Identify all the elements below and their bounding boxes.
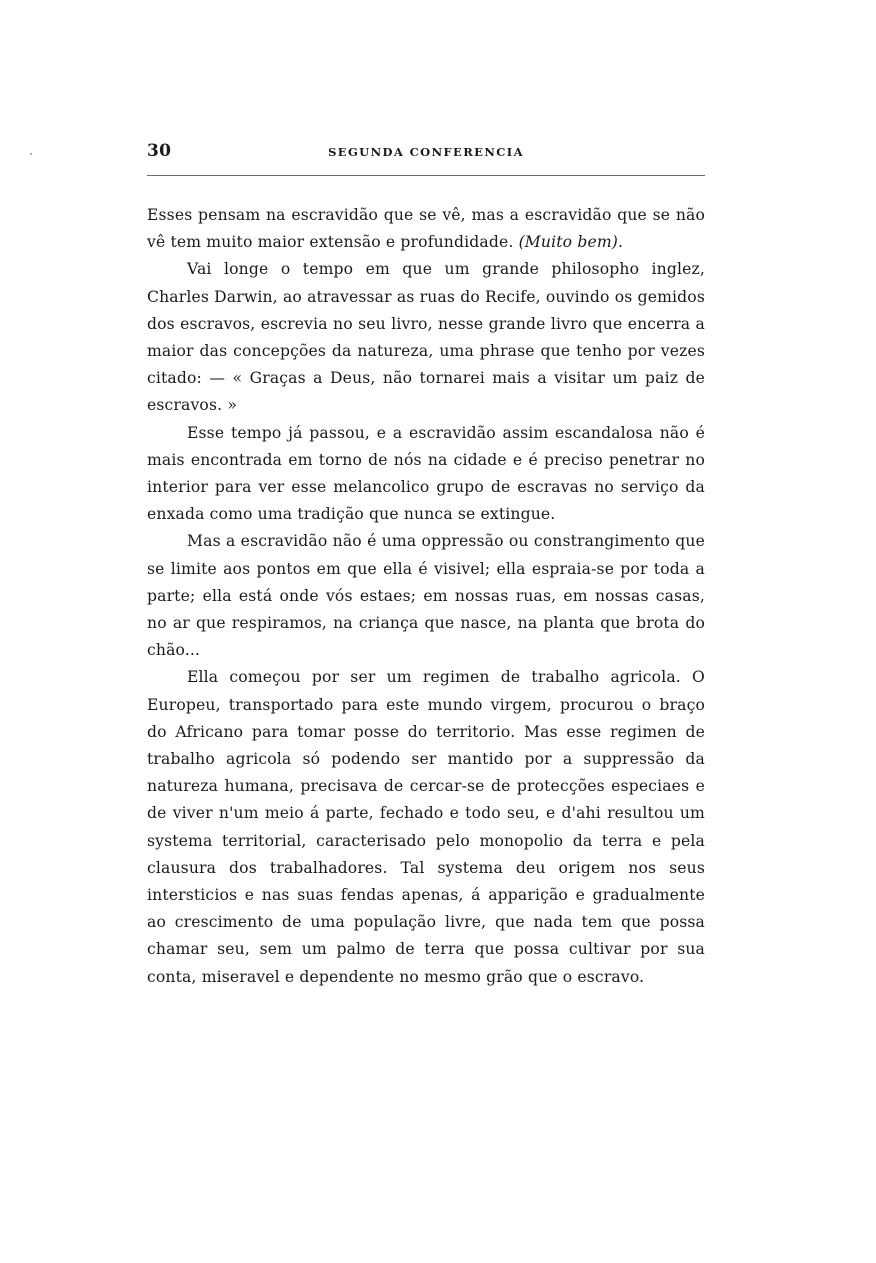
- margin-speck: [30, 153, 32, 155]
- paragraph-1: [147, 202, 705, 256]
- body-text: [147, 202, 705, 991]
- paragraph-2: Vai longe o tempo em que um grande philosopho inglez, Charles Darwin, ao atravessar as ruas do Recife, ouvindo os gemidos dos escravos, escrevia no seu livro, nesse grande livro que encerra a maior das concepções da natureza, uma phrase que tenho por vezes citado: — « Graças a Deus, não tornarei mais a visitar um paiz de escravos. »: [147, 260, 705, 415]
- header-rule: [147, 175, 705, 176]
- paragraph-3: Esse tempo já passou, e a escravidão assim escandalosa não é mais encontrada em torno de nós na cidade e é preciso penetrar no interior para ver esse melancolico grupo de escravas no serviço da enxada como uma tradição que nunca se extingue.: [147, 423, 705, 524]
- paragraph-4: Mas a escravidão não é uma oppressão ou constrangimento que se limite aos pontos em que ella é visivel; ella espraia-se por toda a parte; ella está onde vós estaes; em nossas ruas, em nossas casas, no ar que respiramos, na criança que nasce, na planta que brota do chão...: [147, 532, 705, 660]
- page-number: 30: [147, 141, 172, 161]
- paragraph-1-text: Esses pensam na escravidão que se vê, mas a escravidão que se não vê tem muito maior extensão e profundidade.: [147, 206, 705, 252]
- applause-note: (Muito bem).: [518, 233, 624, 252]
- page-header: [147, 141, 705, 165]
- running-head: SEGUNDA CONFERENCIA: [328, 145, 524, 159]
- paragraph-5: Ella começou por ser um regimen de trabalho agricola. O Europeu, transportado para este mundo virgem, procurou o braço do Africano para tomar posse do territorio. Mas esse regimen de trabalho agricola só podendo ser mantido por a suppressão da natureza humana, precisava de cercar-se de protecções especiaes e de viver n'um meio á parte, fechado e todo seu, e d'ahi resultou um systema territorial, caracterisado pelo monopolio da terra e pela clausura dos trabalhadores. Tal systema deu origem nos seus intersticios e nas suas fendas apenas, á apparição e gradualmente ao crescimento de uma população livre, que nada tem que possa chamar seu, sem um palmo de terra que possa cultivar por sua conta, miseravel e dependente no mesmo grão que o escravo.: [147, 668, 705, 986]
